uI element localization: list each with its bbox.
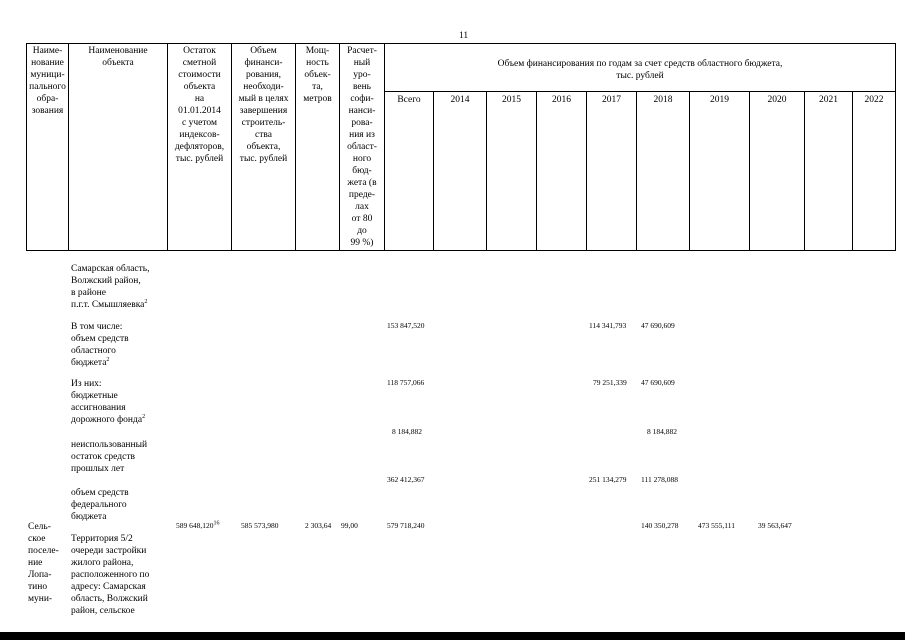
footnote-mark: 2 <box>142 413 146 420</box>
object-name: Самарская область, Волжский район, в районе п.г.т. Смышляевка <box>71 264 150 310</box>
cell-total: 153 847,520 <box>387 321 425 330</box>
table-row <box>71 251 171 311</box>
footnote-mark: 2 <box>106 356 110 363</box>
object-name: В том числе: объем средств областного бюджета <box>71 322 129 368</box>
header-capacity: Мощ- ность объек- та, метров <box>303 46 332 104</box>
table-row <box>71 427 171 475</box>
cell-2017: 79 251,339 <box>593 378 627 387</box>
cell-2018: 111 278,088 <box>641 475 678 484</box>
table-row <box>71 475 171 523</box>
year-header-2021: 2021 <box>819 95 838 105</box>
object-name: Территория 5/2 очереди застройки жилого района, расположенного по адресу: Самарская область, Волжский район, сельское <box>71 534 150 616</box>
cell-balance <box>176 521 220 531</box>
table-row <box>71 521 171 617</box>
municipality-name: Сель- ское поселе- ние Лопа- тино муни- <box>28 522 59 604</box>
object-name: объем средств федерального бюджета <box>71 488 129 522</box>
header-municipality: Наиме- нование муници- пального обра- зования <box>29 46 66 116</box>
cell-2017: 114 341,793 <box>589 321 627 330</box>
object-name: Из них: бюджетные ассигнования дорожного фонда <box>71 379 143 425</box>
table-row <box>71 309 171 369</box>
footnote-mark: 2 <box>144 298 148 305</box>
cell-total: 8 184,882 <box>392 427 422 436</box>
cell-total: 579 718,240 <box>387 521 425 530</box>
header-financing-group: Объем финансирования по годам за счет средств областного бюджета, тыс. рублей <box>497 59 783 81</box>
table-row <box>71 366 171 426</box>
year-header-2015: 2015 <box>502 95 521 105</box>
page-number: 11 <box>459 31 469 41</box>
cell-2018: 140 350,278 <box>641 521 679 530</box>
year-header-2020: 2020 <box>767 95 787 105</box>
cell-cofinancing: 99,00 <box>341 521 358 530</box>
object-name: неиспользованный остаток средств прошлых лет <box>71 440 148 474</box>
year-header-2017: 2017 <box>602 95 621 105</box>
year-header-2014: 2014 <box>450 95 470 105</box>
balance-value: 589 648,120 <box>176 521 214 530</box>
cell-2019: 473 555,111 <box>698 521 735 530</box>
year-header-2018: 2018 <box>653 95 673 105</box>
cell-total: 362 412,367 <box>387 475 425 484</box>
cell-2018: 47 690,609 <box>641 321 675 330</box>
header-balance: Остаток сметной стоимости объекта на 01.01.2014 с учетом индексов- дефляторов, тыс. рублей <box>174 46 225 164</box>
cell-capacity: 2 303,64 <box>305 521 332 530</box>
year-header-total: Всего <box>397 95 421 105</box>
header-cofinancing: Расчет- ный уро- вень софи- нанси- рова- ния из област- ного бюд- жета (в преде- лах от 80 до 99 %) <box>347 46 377 248</box>
header-financing-needed: Объем финанси- рования, необходи- мый в целях завершения строитель- ства объекта, тыс. рублей <box>238 46 289 164</box>
year-header-2022: 2022 <box>864 95 884 105</box>
year-header-2019: 2019 <box>710 95 729 105</box>
year-header-2016: 2016 <box>552 95 571 105</box>
footnote-mark: 16 <box>213 520 220 527</box>
cell-2020: 39 563,647 <box>758 521 792 530</box>
header-object: Наименование объекта <box>88 46 148 68</box>
cell-2018: 8 184,882 <box>647 427 677 436</box>
cell-total: 118 757,066 <box>387 378 425 387</box>
cell-2018: 47 690,609 <box>641 378 675 387</box>
cell-2017: 251 134,279 <box>589 475 627 484</box>
cell-financing: 585 573,980 <box>241 521 279 530</box>
